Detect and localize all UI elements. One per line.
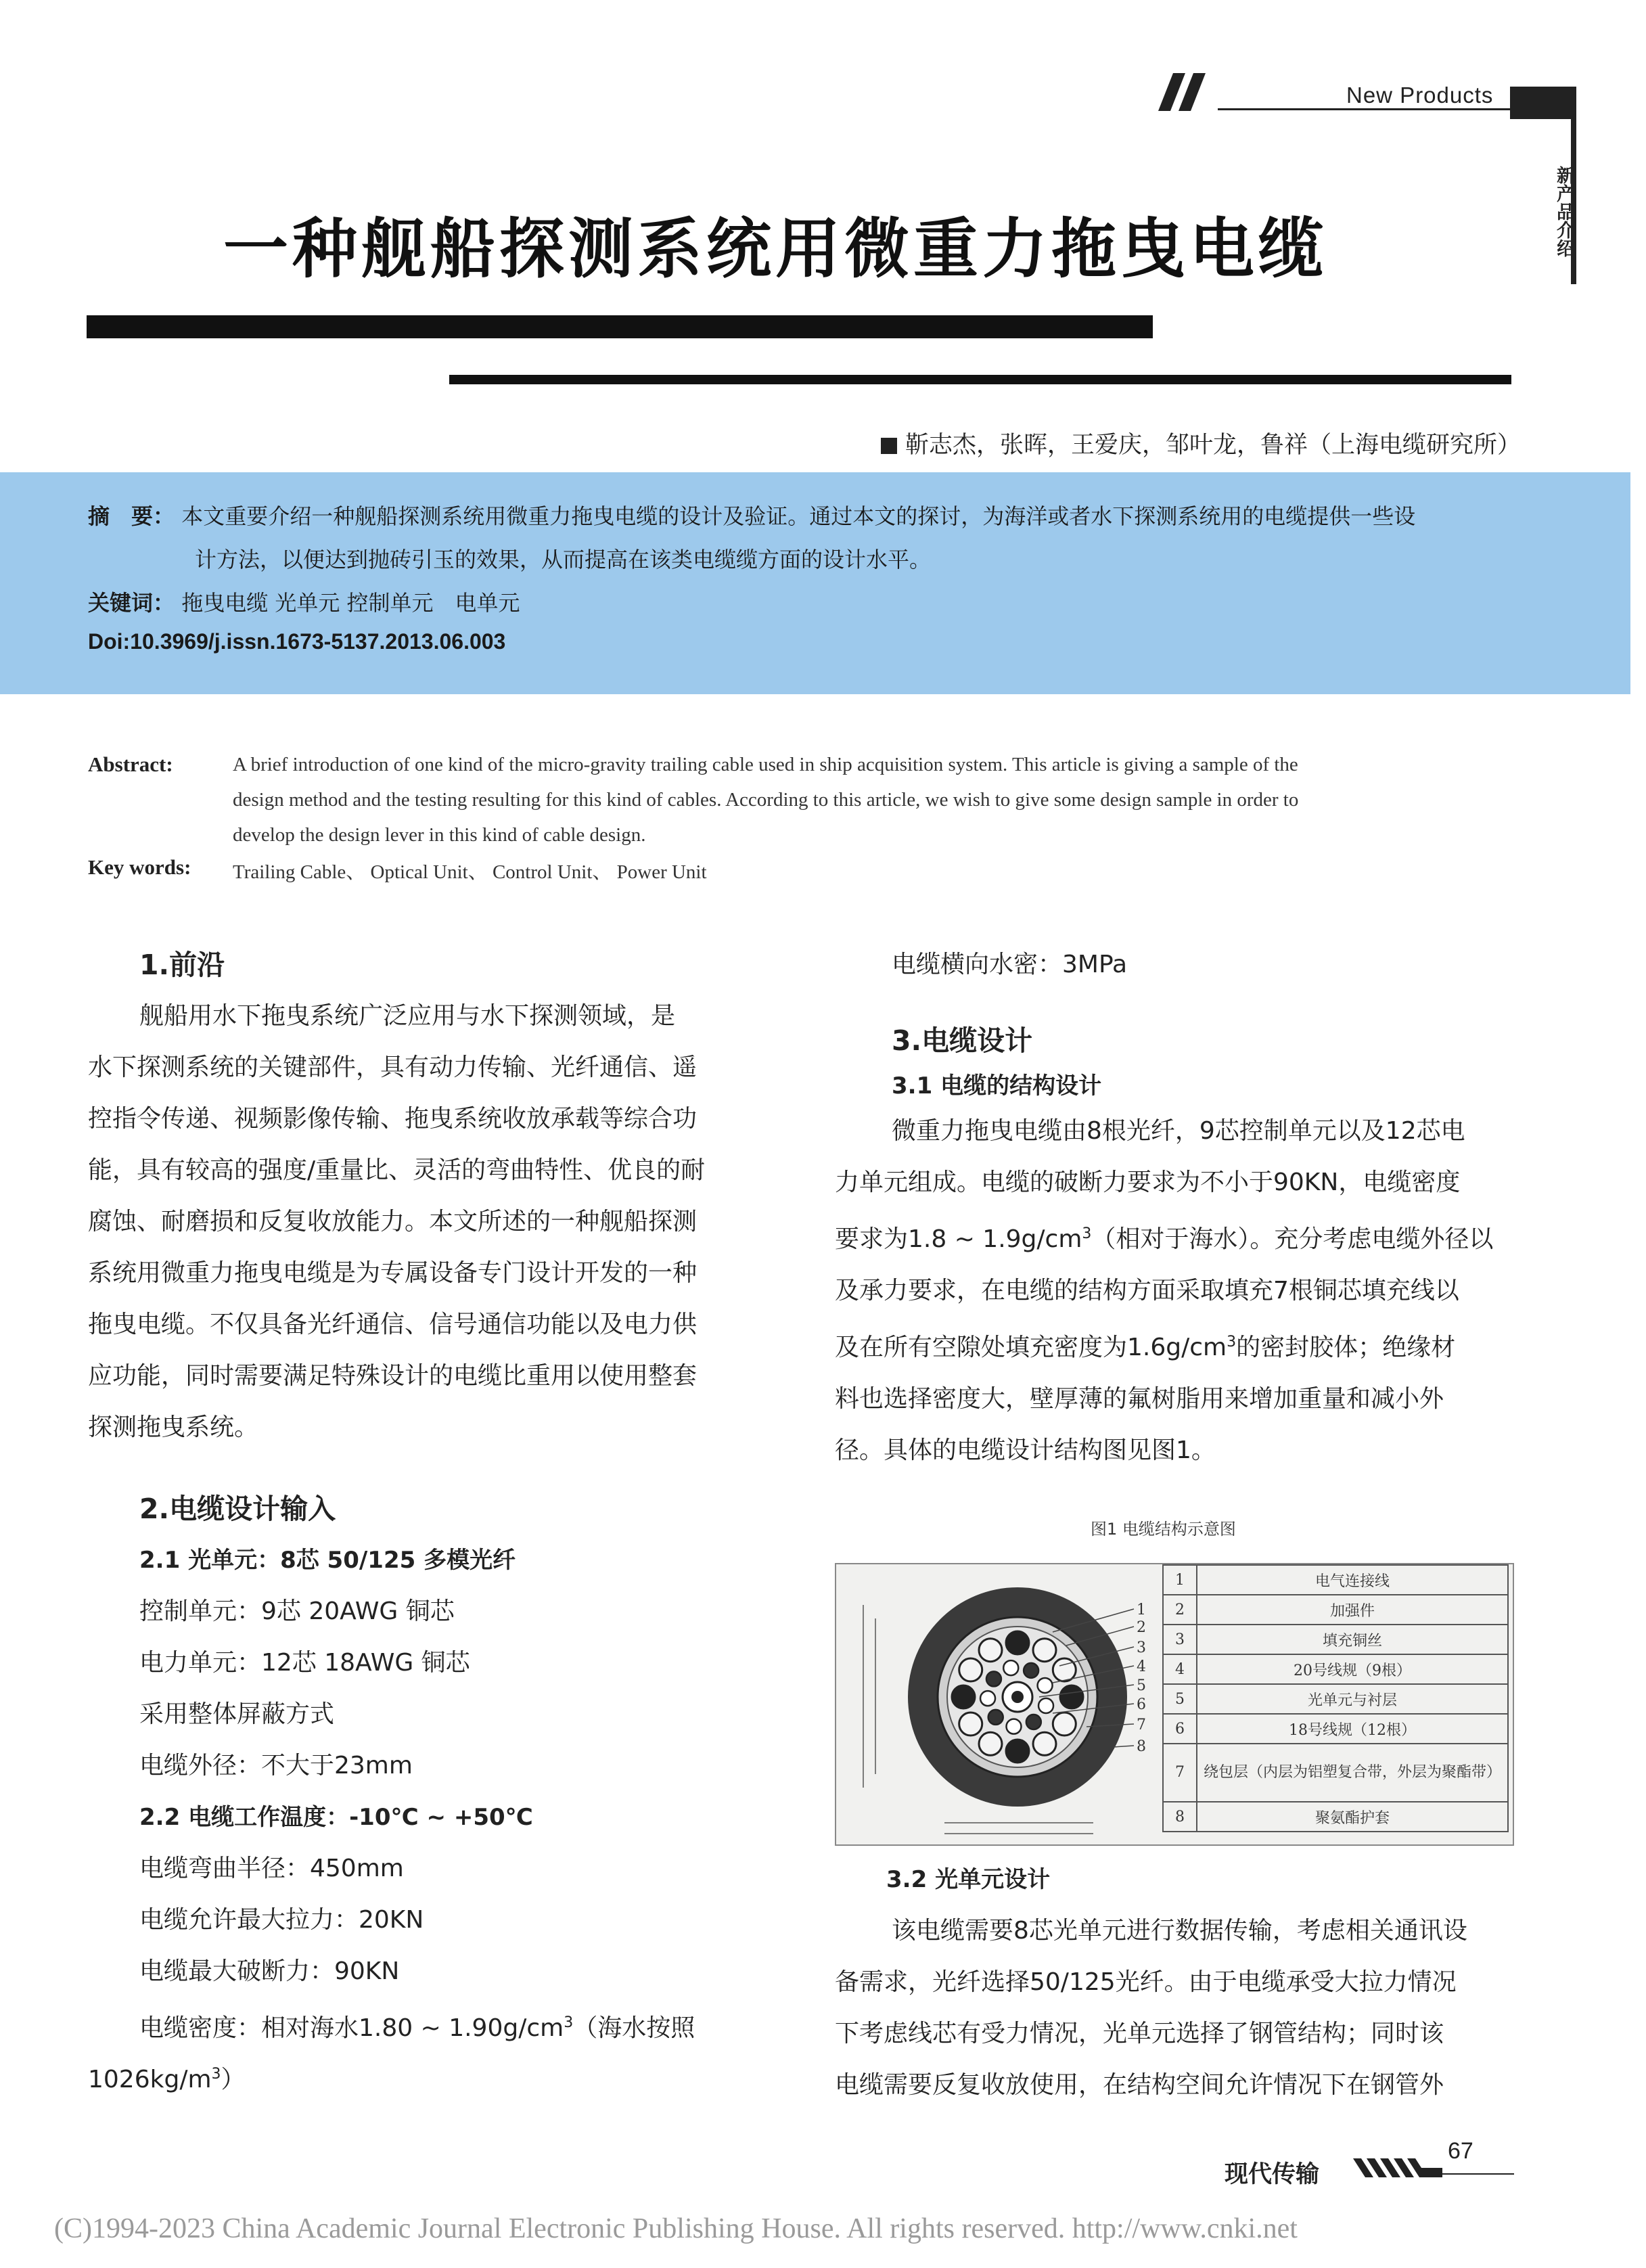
abstract-en-label: Abstract: [88,752,173,776]
text-span: 的密封胶体；绝缘材 [1236,1334,1456,1361]
superscript: 3 [1227,1334,1237,1351]
spec-item: 电缆弯曲半径：450mm [139,1855,404,1882]
control-core [1024,1663,1038,1678]
control-core [986,1671,1001,1686]
power-core [1033,1732,1056,1755]
paragraph-line: 腐蚀、耐磨损和反复收放能力。本文所述的一种舰船探测 [88,1208,698,1235]
legend-row [1163,1714,1508,1744]
legend-row [1163,1744,1508,1802]
power-core [952,1685,975,1708]
power-core [1006,1740,1029,1763]
text-span: 要求为1.8 ~ 1.9g/cm [835,1225,1082,1253]
header-block [1510,87,1576,119]
header-slash-mark [1158,73,1216,111]
control-core [1026,1715,1041,1729]
legend-row [1163,1625,1508,1654]
section-1-heading: 1.前沿 [139,949,225,981]
paragraph-line: 径。具体的电缆设计结构图见图1。 [835,1436,1216,1464]
text-span: （相对于海水）。充分考虑电缆外径以 [1091,1225,1494,1253]
paragraph-line [835,1208,1511,1265]
power-core [1006,1631,1029,1654]
legend-text: 电气连接线 [1197,1565,1508,1595]
paragraph-line: 探测拖曳系统。 [88,1413,259,1441]
power-core [979,1732,1002,1755]
title-bar-bottom [449,375,1511,384]
journal-name: 现代传输 [1225,2161,1320,2188]
abstract-en-line-1: A brief introduction of one kind of the micro-gravity trailing cable used in ship acquisition system. This article is giving a sample of the [233,754,1298,775]
paragraph-line: 及承力要求，在电缆的结构方面采取填充7根铜芯填充线以 [835,1277,1459,1305]
title-bar-top [87,315,1153,338]
text-span: 及在所有空隙处填充密度为1.6g/cm [835,1334,1227,1361]
control-core [1003,1660,1018,1675]
svg-text:8: 8 [1137,1738,1146,1755]
subsection-3-2: 3.2 光单元设计 [886,1866,1051,1893]
svg-text:4: 4 [1137,1658,1146,1675]
right-column-lower [835,1854,1511,2111]
control-core [980,1691,995,1706]
power-core [979,1639,1002,1662]
svg-text:2: 2 [1137,1619,1146,1636]
legend-text: 20号线规（9根） [1197,1654,1508,1684]
bullet-square-icon [881,438,897,454]
figure-legend-table [1162,1564,1509,1832]
paragraph-line: 舰船用水下拖曳系统广泛应用与水下探测领域，是 [139,1002,676,1030]
section-label-cn: 新产品介绍 [1553,166,1574,257]
legend-number: 3 [1163,1625,1197,1654]
paragraph-line: 能，具有较高的强度/重量比、灵活的弯曲特性、优良的耐 [88,1156,706,1184]
right-column [835,939,1511,1476]
power-core [1060,1685,1083,1708]
cable-cross-section [836,1564,1162,1844]
legend-row [1163,1595,1508,1625]
copyright-line: (C)1994-2023 China Academic Journal Electronic Publishing House. All rights reserved. http://www.cnki.net [54,2213,1298,2244]
power-core [1033,1639,1056,1662]
power-core [1053,1658,1076,1681]
power-core [1053,1713,1076,1736]
paragraph-line: 控指令传递、视频影像传输、拖曳系统收放承载等综合功 [88,1105,698,1133]
optical-core [1011,1691,1024,1703]
spec-item: 电缆外径：不大于23mm [139,1752,413,1779]
legend-number: 7 [1163,1744,1197,1802]
subsection-2-1: 2.1 光单元：8芯 50/125 多模光纤 [139,1547,516,1574]
svg-text:7: 7 [1137,1717,1146,1733]
spec-item: 电力单元：12芯 18AWG 铜芯 [139,1649,470,1677]
header-rule [1218,108,1510,110]
control-core [1006,1719,1021,1734]
figure-1 [835,1563,1514,1846]
paragraph-line: 备需求，光纤选择50/125光纤。由于电缆承受大拉力情况 [835,1968,1457,1996]
legend-number: 5 [1163,1684,1197,1714]
legend-number: 8 [1163,1802,1197,1832]
keywords-en-label: Key words: [88,855,191,879]
legend-number: 4 [1163,1654,1197,1684]
subsection-2-2: 2.2 电缆工作温度：-10℃ ~ +50℃ [139,1804,533,1831]
spec-item: 采用整体屏蔽方式 [139,1700,335,1728]
superscript: 3 [211,2066,221,2083]
legend-number: 1 [1163,1565,1197,1595]
legend-text: 光单元与衬层 [1197,1684,1508,1714]
paragraph-line: 微重力拖曳电缆由8根光纤，9芯控制单元以及12芯电 [892,1117,1465,1145]
density-line [139,1997,778,2054]
article-title: 一种舰船探测系统用微重力拖曳电缆 [223,211,1327,287]
left-column [88,939,778,2100]
abstract-line-1: 本文重要介绍一种舰船探测系统用微重力拖曳电缆的设计及验证。通过本文的探讨，为海洋或者水下探测系统用的电缆提供一些设 [181,503,1416,529]
density-line-2 [88,2054,778,2100]
density-value: 1026kg/m [88,2066,212,2093]
page-number: 67 [1448,2138,1473,2164]
paragraph-line: 系统用微重力拖曳电缆是为专属设备专门设计开发的一种 [88,1259,698,1287]
svg-text:1: 1 [1137,1602,1146,1618]
section-2-heading: 2.电缆设计输入 [139,1493,336,1525]
superscript: 3 [564,2014,574,2031]
legend-text: 填充铜丝 [1197,1625,1508,1654]
legend-row [1163,1684,1508,1714]
legend-row [1163,1565,1508,1595]
abstract-line-2: 计方法，以便达到抛砖引玉的效果，从而提高在该类电缆缆方面的设计水平。 [195,547,932,572]
page-number-rule [1441,2173,1514,2175]
svg-text:5: 5 [1137,1677,1146,1694]
legend-number: 2 [1163,1595,1197,1625]
abstract-en-line-3: develop the design lever in this kind of cable design. [233,824,646,846]
abstract-label: 摘 要： [88,503,175,529]
section-3-heading: 3.电缆设计 [892,1024,1033,1057]
density-text: 电缆密度：相对海水1.80 ~ 1.90g/cm [139,2014,564,2042]
water-tightness: 电缆横向水密：3MPa [892,951,1128,978]
legend-row [1163,1654,1508,1684]
power-core [959,1658,982,1681]
paragraph-line: 下考虑线芯有受力情况，光单元选择了钢管结构；同时该 [835,2020,1444,2047]
svg-text:6: 6 [1137,1696,1146,1713]
paragraph-line: 拖曳电缆。不仅具备光纤通信、信号通信功能以及电力供 [88,1311,698,1338]
control-core [988,1710,1003,1725]
section-label-en: New Products [1346,83,1494,108]
paragraph-line: 力单元组成。电缆的破断力要求为不小于90KN，电缆密度 [835,1169,1461,1196]
legend-text: 加强件 [1197,1595,1508,1625]
spec-item: 控制单元：9芯 20AWG 铜芯 [139,1597,455,1625]
paragraph-line: 该电缆需要8芯光单元进行数据传输，考虑相关通讯设 [892,1917,1467,1945]
abstract-box [0,472,1630,694]
spec-item: 电缆最大破断力：90KN [139,1957,400,1985]
density-close: ） [221,2066,246,2093]
authors: 靳志杰，张晖，王爱庆，邹叶龙，鲁祥（上海电缆研究所） [905,432,1522,459]
paragraph-line: 应功能，同时需要满足特殊设计的电缆比重用以使用整套 [88,1362,698,1390]
paragraph-line [835,1317,1511,1374]
density-note: （海水按照 [573,2014,695,2042]
callout-numbers [1137,1602,1146,1755]
superscript: 3 [1082,1225,1092,1242]
legend-text: 18号线规（12根） [1197,1714,1508,1744]
svg-text:3: 3 [1137,1639,1146,1656]
subsection-3-1: 3.1 电缆的结构设计 [892,1072,1102,1099]
keywords-label: 关键词： [88,590,175,616]
keywords-en: Trailing Cable、 Optical Unit、 Control Unit、 Power Unit [233,861,707,883]
legend-row [1163,1802,1508,1832]
control-core [1038,1698,1053,1713]
power-core [959,1713,982,1736]
paragraph-line: 水下探测系统的关键部件，具有动力传输、光纤通信、遥 [88,1053,698,1081]
figure-caption: 图1 电缆结构示意图 [1091,1520,1236,1539]
doi: Doi:10.3969/j.issn.1673-5137.2013.06.003 [88,629,506,654]
control-core [1038,1678,1053,1693]
legend-text: 聚氨酯护套 [1197,1802,1508,1832]
keywords: 拖曳电缆 光单元 控制单元 电单元 [181,590,520,616]
legend-number: 6 [1163,1714,1197,1744]
spec-item: 电缆允许最大拉力：20KN [139,1906,424,1934]
legend-text: 绕包层（内层为铝塑复合带，外层为聚酯带） [1197,1744,1508,1802]
paragraph-line: 料也选择密度大，壁厚薄的氟树脂用来增加重量和减小外 [835,1385,1444,1413]
authors-line [881,426,1521,460]
abstract-en-line-2: design method and the testing resulting for this kind of cables. According to this article, we wish to give some design sample in order to [233,789,1299,811]
paragraph-line: 电缆需要反复收放使用，在结构空间允许情况下在钢管外 [835,2071,1444,2099]
